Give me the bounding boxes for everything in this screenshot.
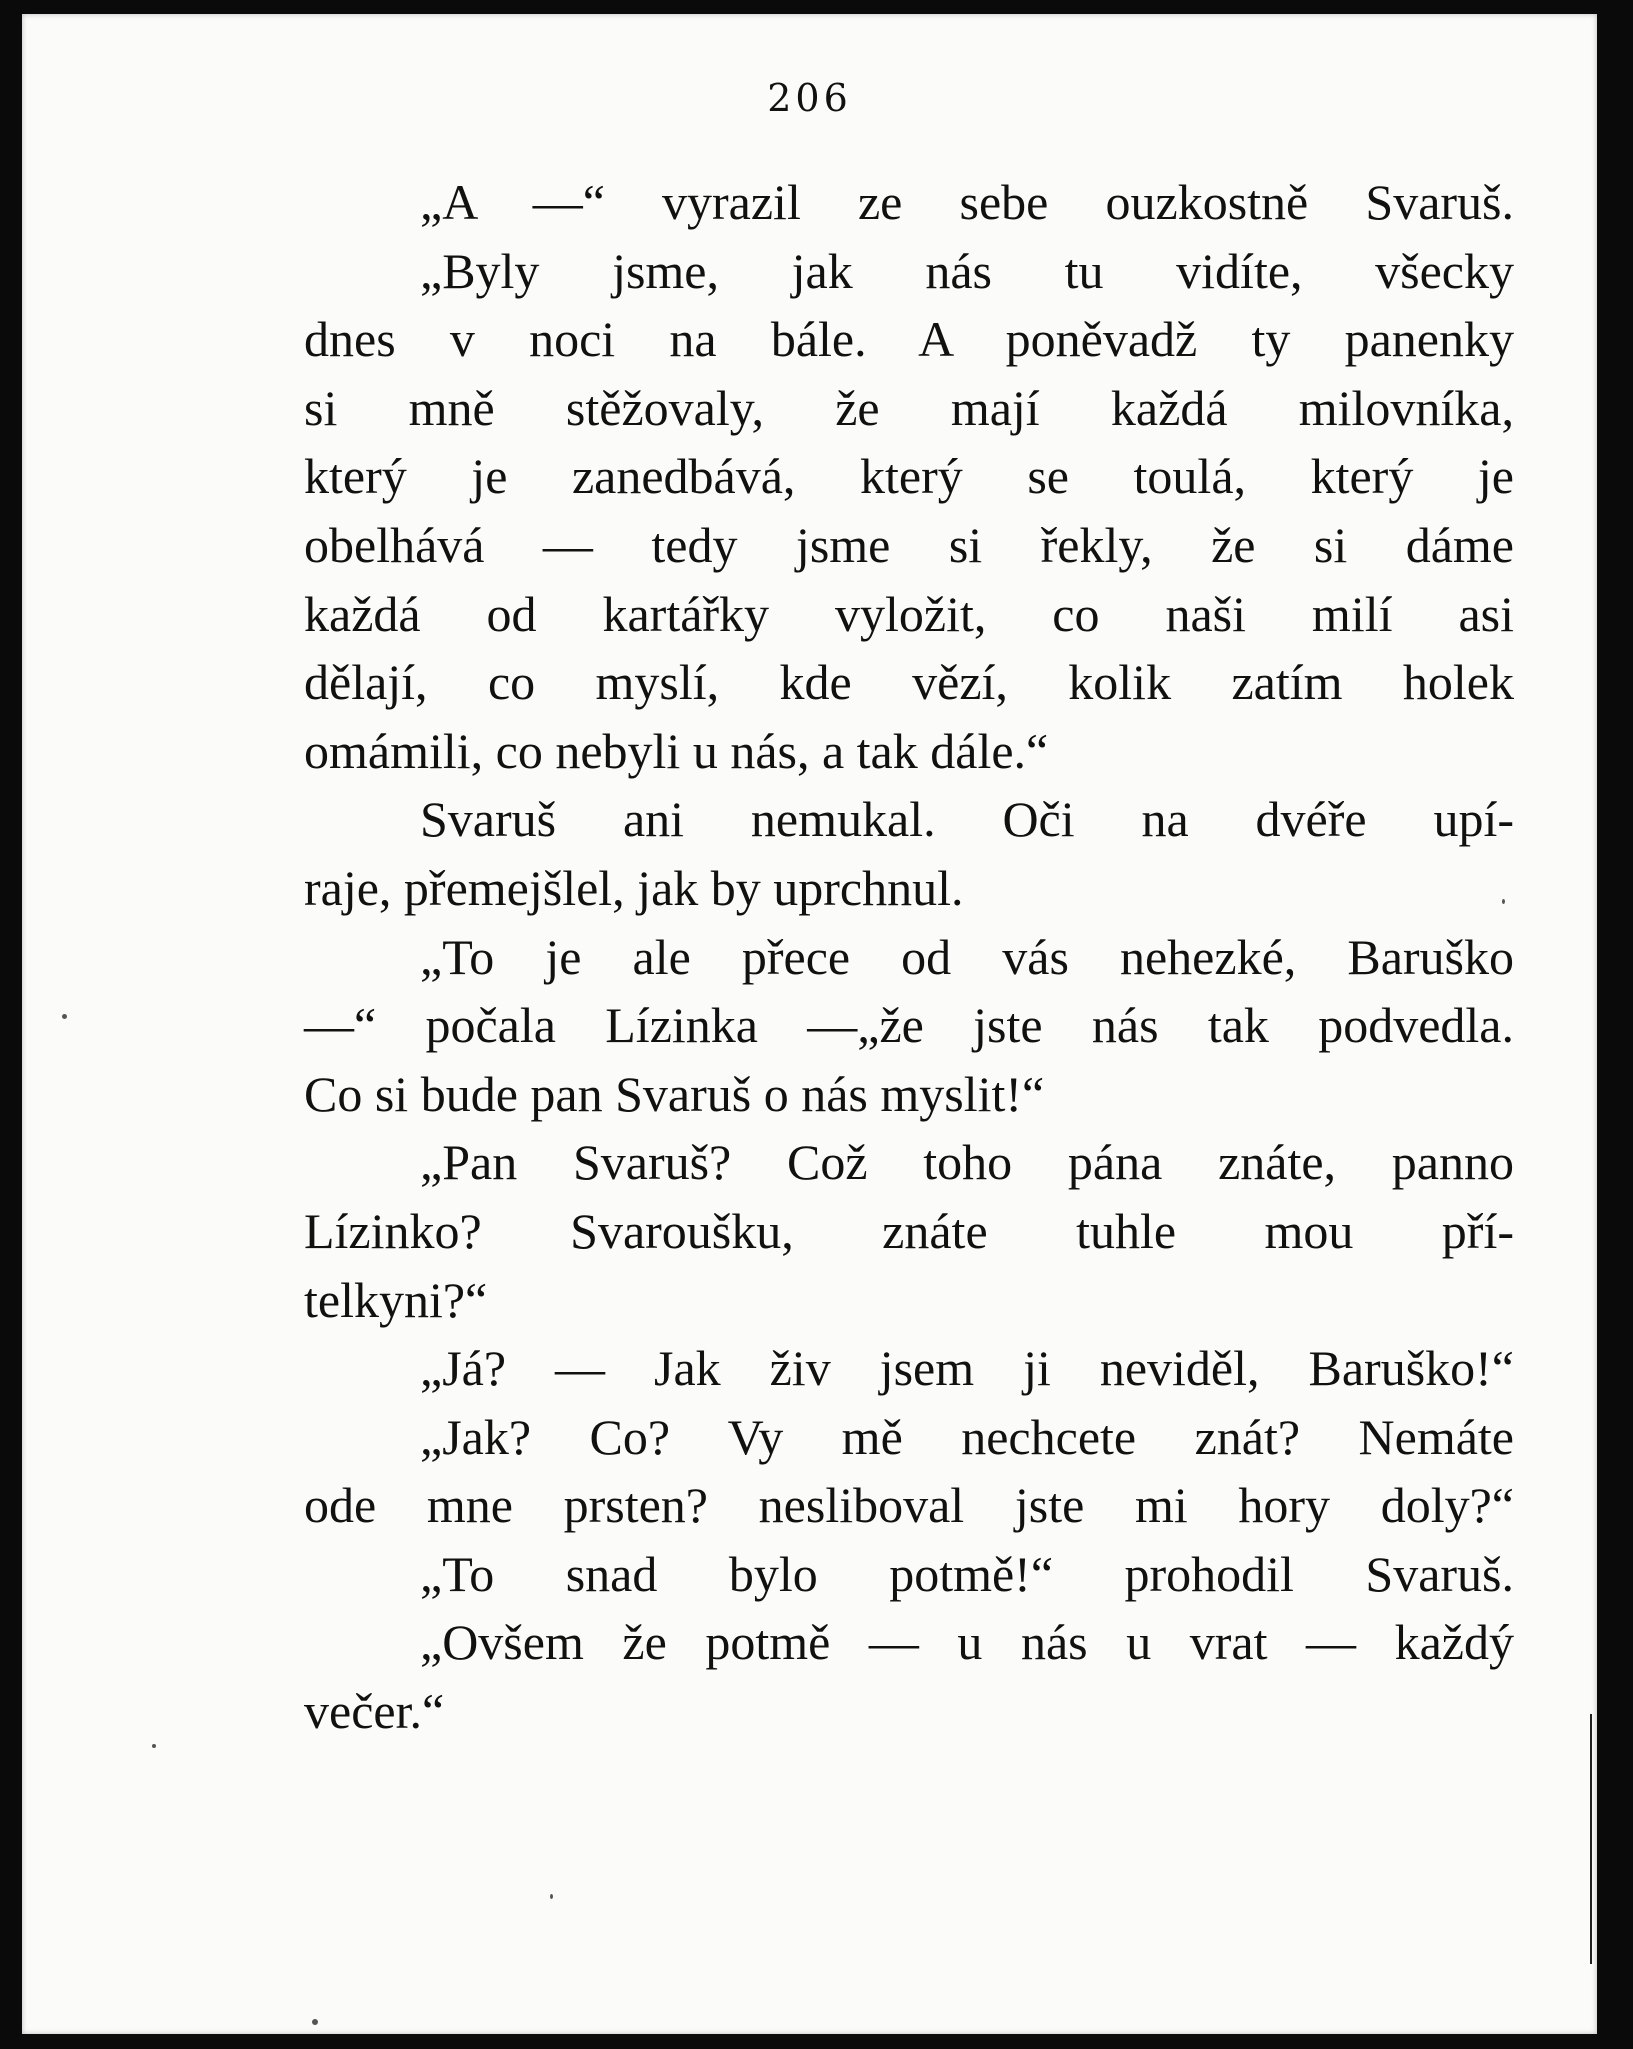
text-line: „To je ale přece od vás nehezké, Baruško bbox=[420, 928, 1514, 985]
page-number: 206 bbox=[767, 76, 852, 120]
text-line: si mně stěžovaly, že mají každá milovníka, bbox=[304, 379, 1514, 436]
text-line: „Pan Svaruš? Což toho pána znáte, panno bbox=[420, 1134, 1514, 1191]
scan-speck bbox=[62, 1014, 67, 1019]
scan-speck bbox=[152, 1744, 156, 1748]
text-line: raje, přemejšlel, jak by uprchnul. bbox=[304, 859, 964, 916]
text-line: Svaruš ani nemukal. Oči na dvéře upí- bbox=[420, 791, 1514, 848]
book-page bbox=[22, 14, 1597, 2034]
text-line: „A —“ vyrazil ze sebe ouzkostně Svaruš. bbox=[420, 174, 1514, 230]
page-text bbox=[304, 168, 1514, 1746]
text-line: obelhává — tedy jsme si řekly, že si dáme bbox=[304, 516, 1514, 573]
text-line: „Já? — Jak živ jsem ji neviděl, Baruško!“ bbox=[420, 1340, 1514, 1397]
text-line: Lízinko? Svaroušku, znáte tuhle mou pří- bbox=[304, 1202, 1514, 1259]
text-line: „Jak? Co? Vy mě nechcete znát? Nemáte bbox=[420, 1408, 1514, 1465]
text-line: —“ počala Lízinka —„že jste nás tak podvedla. bbox=[304, 997, 1514, 1054]
text-line: dnes v noci na bále. A poněvadž ty panenky bbox=[304, 311, 1514, 368]
text-line: který je zanedbává, který se toulá, který je bbox=[304, 448, 1514, 505]
text-line: Co si bude pan Svaruš o nás myslit!“ bbox=[304, 1065, 1045, 1122]
text-line: večer.“ bbox=[304, 1683, 445, 1740]
text-line: dělají, co myslí, kde vězí, kolik zatím holek bbox=[304, 654, 1514, 711]
scan-speck bbox=[1502, 899, 1505, 904]
text-line: „Ovšem že potmě — u nás u vrat — každý bbox=[420, 1614, 1514, 1671]
text-line: omámili, co nebyli u nás, a tak dále.“ bbox=[304, 722, 1049, 779]
scan-edge-line bbox=[1590, 1714, 1592, 1964]
text-line: každá od kartářky vyložit, co naši milí asi bbox=[304, 585, 1514, 642]
text-line: ode mne prsten? nesliboval jste mi hory doly?“ bbox=[304, 1477, 1514, 1534]
text-line: „To snad bylo potmě!“ prohodil Svaruš. bbox=[420, 1545, 1514, 1602]
text-line: „Byly jsme, jak nás tu vidíte, všecky bbox=[420, 242, 1514, 299]
scan-speck bbox=[550, 1894, 553, 1899]
text-line: telkyni?“ bbox=[304, 1271, 488, 1328]
scan-speck bbox=[312, 2019, 318, 2025]
